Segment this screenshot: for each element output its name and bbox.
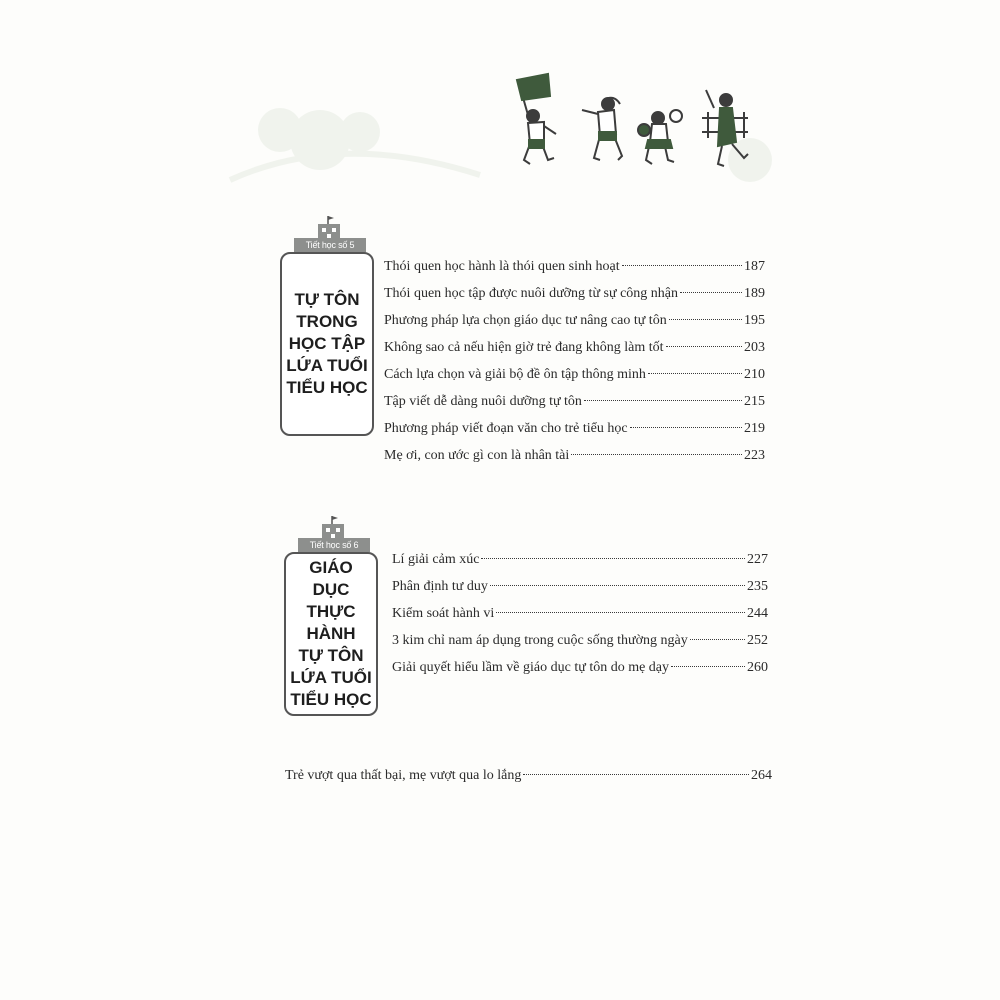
toc-entry-page: 227: [747, 552, 768, 567]
toc-entry-page: 203: [744, 340, 765, 355]
dot-leader: [666, 346, 742, 347]
dot-leader: [584, 400, 742, 401]
dot-leader: [680, 292, 742, 293]
lesson-badge-6: [284, 516, 380, 718]
toc-entry-title: Giải quyết hiểu lầm về giáo dục tự tôn do mẹ dạy: [392, 660, 670, 675]
lesson-title-box: [280, 252, 374, 436]
toc-section-6: [392, 546, 768, 681]
toc-entry-page: 260: [747, 660, 768, 675]
toc-entry[interactable]: [384, 388, 765, 415]
running-woman-icon: [582, 98, 622, 160]
toc-entry-title: Cách lựa chọn và giải bộ đề ôn tập thông minh: [384, 367, 646, 382]
toc-entry-title: Trẻ vượt qua thất bại, mẹ vượt qua lo lắng: [285, 768, 522, 783]
dot-leader: [671, 666, 745, 667]
lesson-badge-5: [280, 216, 376, 438]
toc-entry[interactable]: [384, 415, 765, 442]
toc-entry-title: Phân định tư duy: [392, 579, 488, 594]
dot-leader: [523, 774, 749, 775]
dot-leader: [571, 454, 742, 455]
header-illustration: [500, 60, 760, 175]
cheerleader-girl-icon: [638, 110, 682, 164]
toc-entry[interactable]: [384, 280, 765, 307]
dot-leader: [490, 585, 745, 586]
toc-entry-title: Tập viết dễ dàng nuôi dưỡng tự tôn: [384, 394, 582, 409]
toc-entry[interactable]: [392, 546, 768, 573]
toc-entry-page: 210: [744, 367, 765, 382]
toc-section-5: [384, 253, 765, 469]
toc-entry[interactable]: [285, 762, 772, 789]
toc-entry-title: Lí giải cảm xúc: [392, 552, 480, 567]
toc-entry-page: 235: [747, 579, 768, 594]
toc-entry-page: 195: [744, 313, 765, 328]
dot-leader: [648, 373, 742, 374]
dot-leader: [622, 265, 742, 266]
toc-entry-page: 252: [747, 633, 768, 648]
toc-entry-page: 223: [744, 448, 765, 463]
toc-entry-page: 215: [744, 394, 765, 409]
toc-entry-title: Phương pháp viết đoạn văn cho trẻ tiểu học: [384, 421, 628, 436]
dot-leader: [481, 558, 745, 559]
toc-entry[interactable]: [392, 654, 768, 681]
toc-entry-page: 189: [744, 286, 765, 301]
toc-entry-title: Không sao cả nếu hiện giờ trẻ đang không làm tốt: [384, 340, 664, 355]
toc-entry[interactable]: [384, 253, 765, 280]
flag-bearer-child-icon: [517, 74, 556, 164]
lesson-title-box: [284, 552, 378, 716]
lesson-title: TỰ TÔN TRONG HỌC TẬP LỨA TUỔI TIỂU HỌC: [286, 290, 368, 397]
toc-entry[interactable]: [384, 361, 765, 388]
toc-entry-title: Phương pháp lựa chọn giáo dục tư nâng cao tự tôn: [384, 313, 667, 328]
lesson-title: GIÁO DỤC THỰC HÀNH TỰ TÔN LỨA TUỔI TIỂU HỌC: [290, 558, 372, 709]
toc-closing: [285, 762, 772, 789]
toc-entry-page: 187: [744, 259, 765, 274]
dot-leader: [690, 639, 745, 640]
toc-entry[interactable]: [392, 627, 768, 654]
toc-entry[interactable]: [392, 600, 768, 627]
lesson-tag: Tiết học số 6: [298, 538, 370, 552]
dot-leader: [669, 319, 742, 320]
toc-entry-title: Kiểm soát hành vi: [392, 606, 495, 621]
toc-entry-title: Mẹ ơi, con ước gì con là nhân tài: [384, 448, 570, 463]
dot-leader: [496, 612, 745, 613]
toc-entry[interactable]: [384, 307, 765, 334]
toc-entry[interactable]: [384, 334, 765, 361]
toc-entry-title: Thói quen học tập được nuôi dưỡng từ sự công nhận: [384, 286, 678, 301]
toc-entry[interactable]: [392, 573, 768, 600]
toc-entry-page: 219: [744, 421, 765, 436]
dot-leader: [630, 427, 742, 428]
toc-entry-title: Thói quen học hành là thói quen sinh hoạt: [384, 259, 620, 274]
toc-entry-page: 244: [747, 606, 768, 621]
toc-entry[interactable]: [384, 442, 765, 469]
ladder-woman-icon: [702, 90, 748, 166]
lesson-tag: Tiết học số 5: [294, 238, 366, 252]
toc-entry-page: 264: [751, 768, 772, 783]
toc-entry-title: 3 kim chỉ nam áp dụng trong cuộc sống thường ngày: [392, 633, 688, 648]
